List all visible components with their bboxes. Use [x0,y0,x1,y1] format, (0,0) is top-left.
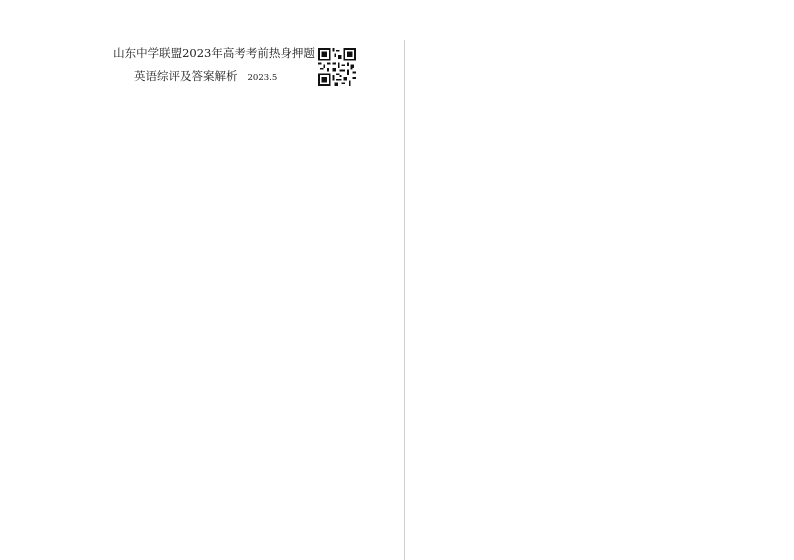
subtitle-text: 英语综评及答案解析 [134,69,238,83]
qr-code-icon [318,48,356,86]
document-title: 山东中学联盟2023年高考考前热身押题 [113,46,315,60]
title-block [56,46,392,102]
column-divider [404,40,405,560]
document-subtitle [134,68,277,84]
document-date: 2023.5 [247,73,278,83]
